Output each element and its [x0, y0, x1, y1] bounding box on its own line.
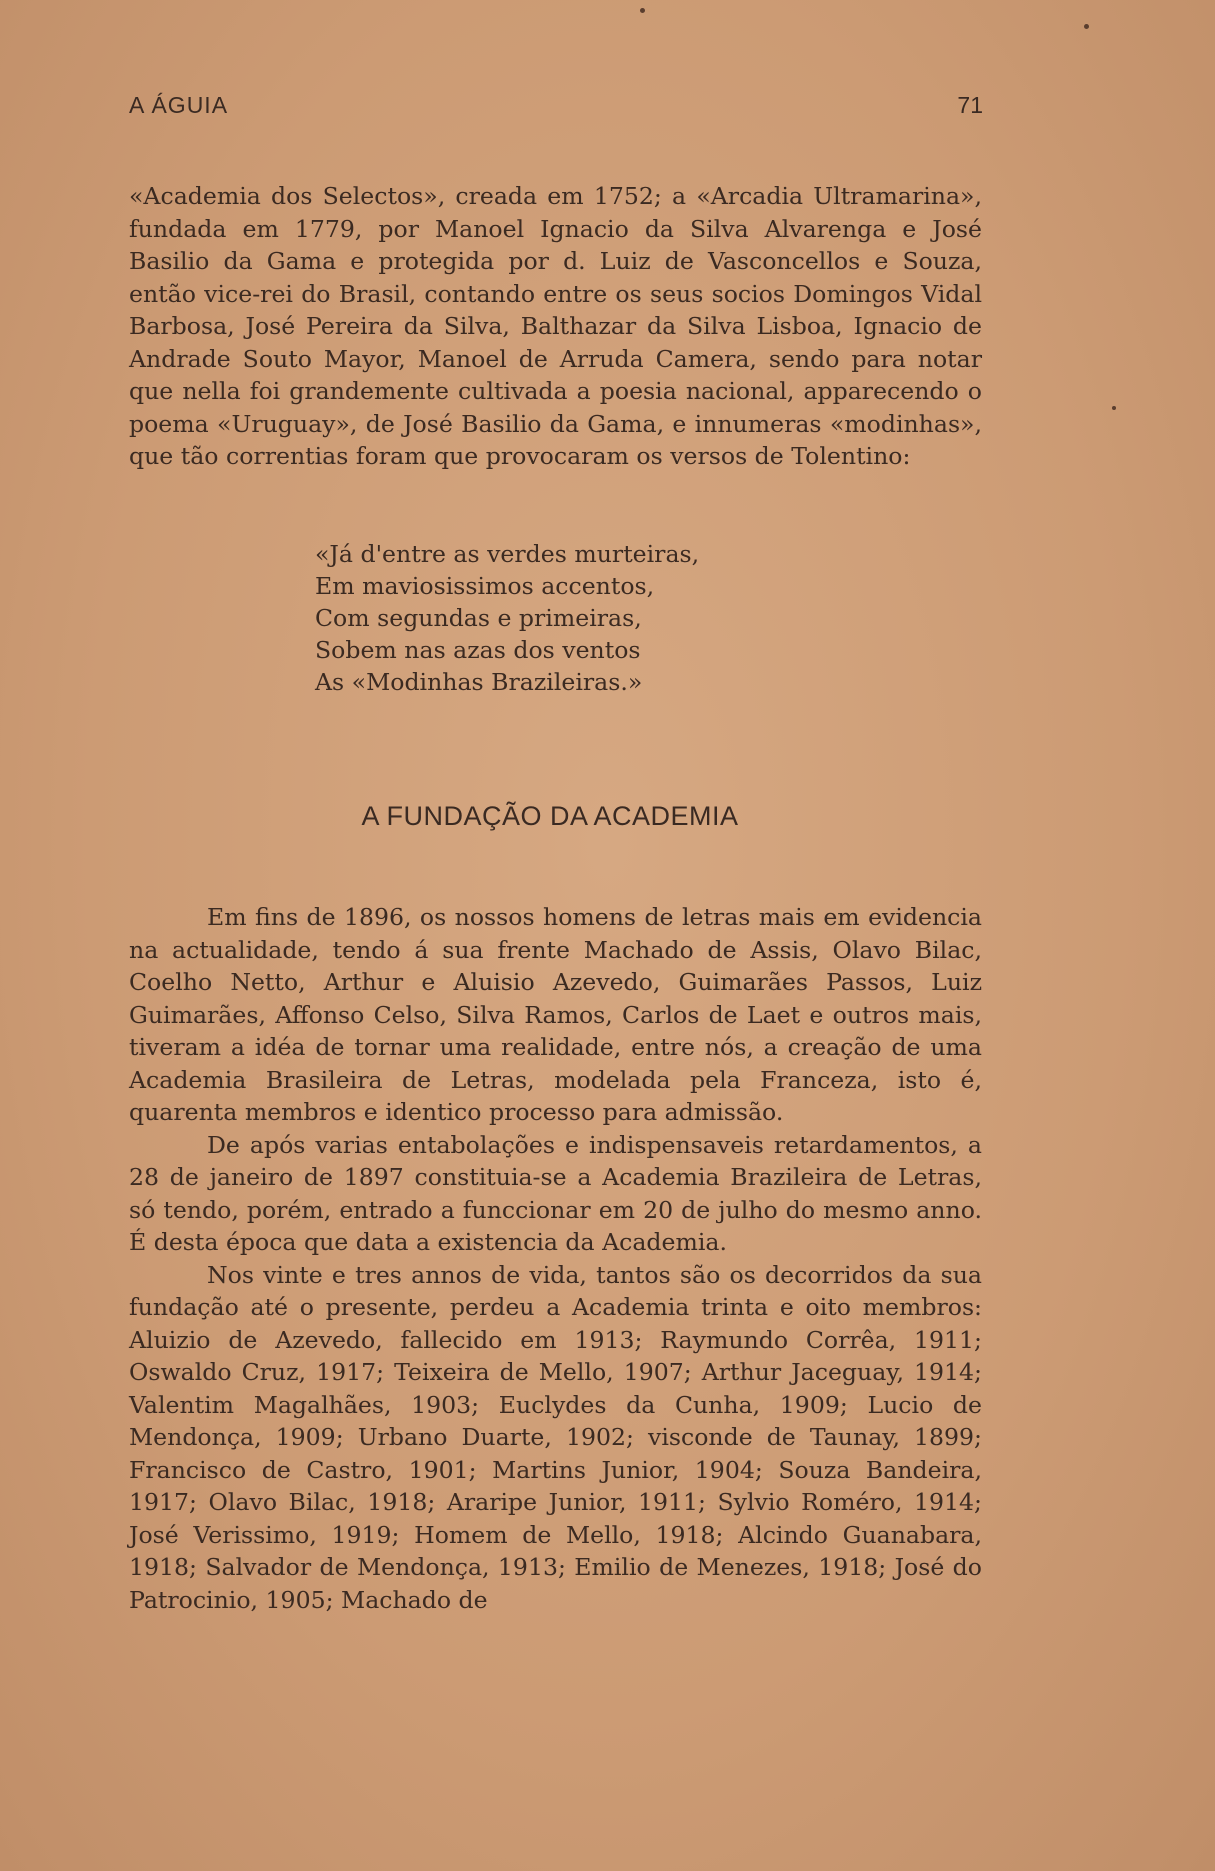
poem-line: Em maviosissimos accentos, — [315, 572, 655, 600]
section-title: A FUNDAÇÃO DA ACADEMIA — [361, 801, 739, 831]
poem-line: As «Modinhas Brazileiras.» — [315, 668, 643, 696]
page-header — [129, 92, 983, 122]
poem-line: Com segundas e primeiras, — [315, 604, 642, 632]
paper-speck — [640, 8, 645, 13]
section-paragraph: Nos vinte e tres annos de vida, tantos são os decorridos da sua fundação até o presente, perdeu a Academia trinta e oito membros: Aluizio de Azevedo, fallecido em 1913; Raymundo Corrêa, 1911; Oswaldo Cruz, 1917; Teixeira de Mello, 1907; Arthur Jaceguay, 1914; Valentim Magalhães, 1903; Euclydes da Cunha, 1909; Lucio de Mendonça, 1909; Urbano Duarte, 1902; visconde de Taunay, 1899; Francisco de Castro, 1901; Martins Junior, 1904; Souza Bandeira, 1917; Olavo Bilac, 1918; Araripe Junior, 1911; Sylvio Roméro, 1914; José Verissimo, 1919; Homem de Mello, 1918; Alcindo Guanabara, 1918; Salvador de Mendonça, 1913; Emilio de Menezes, 1918; José do Patrocinio, 1905; Machado de — [129, 1260, 982, 1614]
paper-speck — [1112, 406, 1116, 410]
intro-paragraph: «Academia dos Selectos», creada em 1752; a «Arcadia Ultramarina», fundada em 1779, por Manoel Ignacio da Silva Alvarenga e José Basilio da Gama e protegida por d. Luiz de Vasconcellos e Souza, então vice-rei do Brasil, contando entre os seus socios Domingos Vidal Barbosa, José Pereira da Silva, Balthazar da Silva Lisboa, Ignacio de Andrade Souto Mayor, Manoel de Arruda Camera, sendo para notar que nella foi grandemente cultivada a poesia nacional, apparecendo o poema «Uruguay», de José Basilio da Gama, e innumeras «modinhas», que tão correntias foram que provocaram os versos de Tolentino: — [129, 182, 982, 470]
intro-paragraph-block — [129, 180, 982, 473]
section-paragraph: De após varias entabolações e indispensaveis retardamentos, a 28 de janeiro de 1897 constituia-se a Academia Brazileira de Letras, só tendo, porém, entrado a funccionar em 20 de julho do mesmo anno. É desta época que data a existencia da Academia. — [129, 1130, 982, 1256]
poem-line: «Já d'entre as verdes murteiras, — [315, 540, 700, 568]
page-number: 71 — [957, 92, 983, 118]
running-title: A ÁGUIA — [129, 92, 229, 118]
section-body — [129, 901, 982, 1616]
paper-speck — [1084, 24, 1089, 29]
poem-line: Sobem nas azas dos ventos — [315, 636, 641, 664]
section-paragraph: Em fins de 1896, os nossos homens de letras mais em evidencia na actualidade, tendo á sua frente Machado de Assis, Olavo Bilac, Coelho Netto, Arthur e Aluisio Azevedo, Guimarães Passos, Luiz Guimarães, Affonso Celso, Silva Ramos, Carlos de Laet e outros mais, tiveram a idéa de tornar uma realidade, entre nós, a creação de uma Academia Brasileira de Letras, modelada pela Franceza, isto é, quarenta membros e identico processo para admissão. — [129, 903, 982, 1126]
poem-quotation — [315, 538, 699, 698]
